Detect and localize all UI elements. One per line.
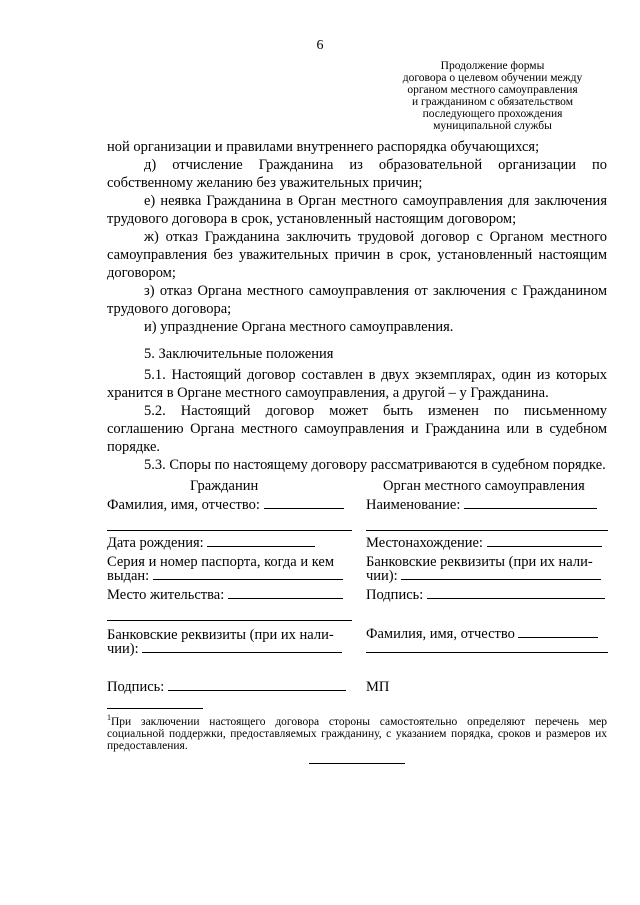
citizen-fio-field[interactable] [264, 508, 344, 509]
paragraph: и) упразднение Органа местного самоуправления. [144, 319, 454, 335]
citizen-residence-field[interactable] [228, 598, 343, 599]
citizen-residence-label: Место жительства: [107, 587, 225, 603]
organ-signature-label: Подпись: [366, 587, 424, 603]
citizen-fio-field-line2[interactable] [107, 530, 352, 531]
organ-fio-field-line2[interactable] [366, 652, 608, 653]
organ-location-row [366, 535, 608, 551]
citizen-birth-label: Дата рождения: [107, 535, 204, 551]
section-title: 5. Заключительные положения [144, 346, 334, 362]
citizen-fio-row [107, 497, 352, 513]
page-number: 6 [316, 38, 324, 53]
organ-bank-row [366, 568, 608, 584]
organ-fio-field[interactable] [518, 637, 598, 638]
citizen-bank-l1: Банковские реквизиты (при их нали- [107, 627, 334, 643]
citizen-bank-row [107, 641, 352, 657]
termination-grounds [107, 138, 607, 336]
header-line: Продолжение формы [440, 60, 545, 72]
paragraph: е) неявка Гражданина в Орган местного самоуправления для заключения трудового договора в срок, установленный настоящим договором; [107, 193, 607, 227]
citizen-bank-label: чии): [107, 641, 139, 657]
citizen-signature-row [107, 679, 352, 695]
citizen-passport-row [107, 568, 352, 584]
citizen-passport-label: выдан: [107, 568, 150, 584]
citizen-fio-label: Фамилия, имя, отчество: [107, 497, 260, 513]
citizen-birth-row [107, 535, 352, 551]
organ-name-label: Наименование: [366, 497, 461, 513]
organ-bank-l1: Банковские реквизиты (при их нали- [366, 554, 593, 570]
organ-bank-field[interactable] [401, 579, 601, 580]
paragraph: 5.2. Настоящий договор может быть изменен по письменному соглашению Органа местного самоуправления и Гражданина или в судебном порядке. [107, 403, 607, 455]
organ-fio-row [366, 626, 608, 642]
paragraph: д) отчисление Гражданина из образовательной организации по собственному желанию без уважительных причин; [107, 157, 607, 191]
organ-signature-row [366, 587, 608, 603]
citizen-passport-field[interactable] [153, 579, 343, 580]
organ-name-row [366, 497, 608, 513]
form-continuation-header [380, 60, 605, 132]
header-line: последующего прохождения [422, 108, 563, 120]
citizen-bank-field[interactable] [142, 652, 342, 653]
footnote-mark: 1 [107, 713, 111, 722]
organ-name-field[interactable] [464, 508, 597, 509]
citizen-signature-label: Подпись: [107, 679, 165, 695]
organ-location-label: Местонахождение: [366, 535, 483, 551]
paragraph: ной организации и правилами внутреннего распорядка обучающихся; [107, 139, 540, 155]
header-line: муниципальной службы [433, 120, 552, 132]
paragraph: ж) отказ Гражданина заключить трудовой договор с Органом местного самоуправления без уважительных причин в срок, установленный настоящим договором; [107, 229, 607, 281]
header-line: органом местного самоуправления [407, 84, 578, 96]
citizen-residence-field-line2[interactable] [107, 620, 352, 621]
header-line: и гражданином с обязательством [412, 96, 573, 108]
citizen-signature-field[interactable] [168, 690, 346, 691]
citizen-residence-row [107, 587, 352, 603]
paragraph: з) отказ Органа местного самоуправления от заключения с Гражданином трудового договора; [107, 283, 607, 317]
paragraph: 5.1. Настоящий договор составлен в двух экземплярах, один из которых хранится в Органе местного самоуправления, а другой – у Гражданина. [107, 367, 607, 401]
footnote-separator [107, 708, 203, 709]
footnote [107, 712, 607, 752]
header-line: договора о целевом обучении между [402, 72, 583, 84]
final-provisions [107, 366, 607, 474]
citizen-heading: Гражданин [190, 478, 259, 494]
organ-heading: Орган местного самоуправления [383, 478, 585, 494]
organ-bank-label: чии): [366, 568, 398, 584]
stamp-place: МП [366, 679, 390, 695]
end-rule [309, 763, 405, 764]
organ-location-field[interactable] [487, 546, 602, 547]
organ-name-field-line2[interactable] [366, 530, 608, 531]
footnote-text: При заключении настоящего договора стороны самостоятельно определяют перечень мер социальной поддержки, предоставляемых гражданину, с указанием порядка, сроков и размеров их предоставления. [107, 715, 607, 752]
paragraph: 5.3. Споры по настоящему договору рассматриваются в судебном порядке. [144, 457, 606, 473]
organ-signature-field[interactable] [427, 598, 605, 599]
citizen-birth-field[interactable] [207, 546, 315, 547]
organ-fio-label: Фамилия, имя, отчество [366, 626, 515, 642]
citizen-passport-l1: Серия и номер паспорта, когда и кем [107, 554, 334, 570]
